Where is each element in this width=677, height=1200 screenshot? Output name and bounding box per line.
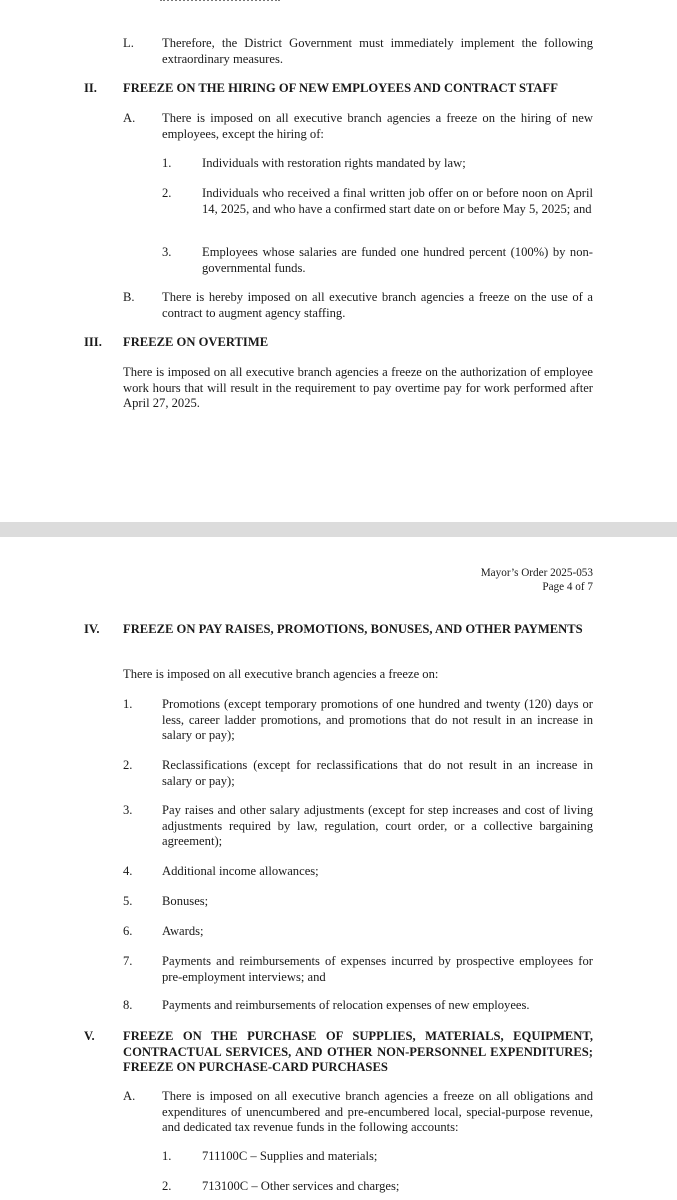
document-page-3-bottom [0,0,677,522]
section-II-B-text: There is hereby imposed on all executive branch agencies a freeze on the use of a contract to augment agency staffing. [162,290,593,320]
section-III-number: III. [84,335,102,349]
section-II-A-label: A. [123,111,136,125]
section-IV-item-6-text: Awards; [162,924,204,938]
section-V-title: FREEZE ON THE PURCHASE OF SUPPLIES, MATERIALS, EQUIPMENT, CONTRACTUAL SERVICES, AND OTHER NON-PERSONNEL EXPENDITURES; FREEZE ON PURCHASE-CARD PURCHASES [123,1029,593,1074]
section-II-A-item-1-number: 1. [162,156,172,170]
section-II-A-item-3-number: 3. [162,245,172,259]
section-V-A-item-2-text: 713100C – Other services and charges; [202,1179,400,1193]
section-IV-item-7-number: 7. [123,954,133,968]
section-IV-item-6-number: 6. [123,924,133,938]
section-IV-item-5-text: Bonuses; [162,894,209,908]
section-IV-item-1-text: Promotions (except temporary promotions of one hundred and twenty (120) days or less, career ladder promotions, and promotions that do not result in an increase in salary or pay); [162,697,593,742]
section-V-A-text: There is imposed on all executive branch agencies a freeze on all obligations and expenditures of unencumbered and pre-encumbered local, special-purpose revenue, and dedicated tax revenue funds in the following accounts: [162,1089,593,1134]
section-IV-item-2-text: Reclassifications (except for reclassifications that do not result in an increase in salary or pay); [162,758,593,788]
section-V-number: V. [84,1029,95,1043]
section-IV-number: IV. [84,622,100,636]
section-V-A-item-1-number: 1. [162,1149,172,1163]
section-II-number: II. [84,81,97,95]
section-II-A-text: There is imposed on all executive branch agencies a freeze on the hiring of new employees, except the hiring of: [162,111,593,141]
section-IV-item-8-number: 8. [123,998,133,1012]
section-V-A-item-2-number: 2. [162,1179,172,1193]
section-IV-item-1-number: 1. [123,697,133,711]
section-II-B-label: B. [123,290,135,304]
section-II-A-item-2-number: 2. [162,186,172,200]
section-IV-item-4-text: Additional income allowances; [162,864,319,878]
section-IV-item-3-number: 3. [123,803,133,817]
section-V-A-item-1-text: 711100C – Supplies and materials; [202,1149,378,1163]
item-L-text: Therefore, the District Government must immediately implement the following extraordinary measures. [162,36,593,66]
section-IV-item-8-text: Payments and reimbursements of relocation expenses of new employees. [162,998,530,1012]
cut-off-text-line [160,0,280,5]
section-IV-intro: There is imposed on all executive branch agencies a freeze on: [123,667,439,681]
section-III-title: FREEZE ON OVERTIME [123,335,269,349]
section-II-A-item-3-text: Employees whose salaries are funded one hundred percent (100%) by non-governmental funds. [202,245,593,275]
document-page-4 [0,537,677,1200]
section-II-A-item-1-text: Individuals with restoration rights mandated by law; [202,156,466,170]
item-L-label: L. [123,36,134,50]
page-number: Page 4 of 7 [542,580,593,593]
section-III-text: There is imposed on all executive branch agencies a freeze on the authorization of employee work hours that will result in the requirement to pay overtime pay for work performed after April 27, 2025. [123,365,593,410]
section-II-title: FREEZE ON THE HIRING OF NEW EMPLOYEES AND CONTRACT STAFF [123,81,558,95]
section-IV-item-7-text: Payments and reimbursements of expenses incurred by prospective employees for pre-employment interviews; and [162,954,593,984]
section-IV-item-5-number: 5. [123,894,133,908]
page-header [481,567,593,594]
section-IV-item-2-number: 2. [123,758,133,772]
section-IV-title: FREEZE ON PAY RAISES, PROMOTIONS, BONUSES, AND OTHER PAYMENTS [123,622,583,636]
order-number: Mayor’s Order 2025-053 [480,567,593,579]
section-IV-item-3-text: Pay raises and other salary adjustments (except for step increases and cost of living adjustments required by law, regulation, court order, or a collective bargaining agreement); [162,803,593,848]
section-V-A-label: A. [123,1089,136,1103]
section-IV-item-4-number: 4. [123,864,133,878]
section-II-A-item-2-text: Individuals who received a final written job offer on or before noon on April 14, 2025, and who have a confirmed start date on or before May 5, 2025; and [202,186,593,216]
